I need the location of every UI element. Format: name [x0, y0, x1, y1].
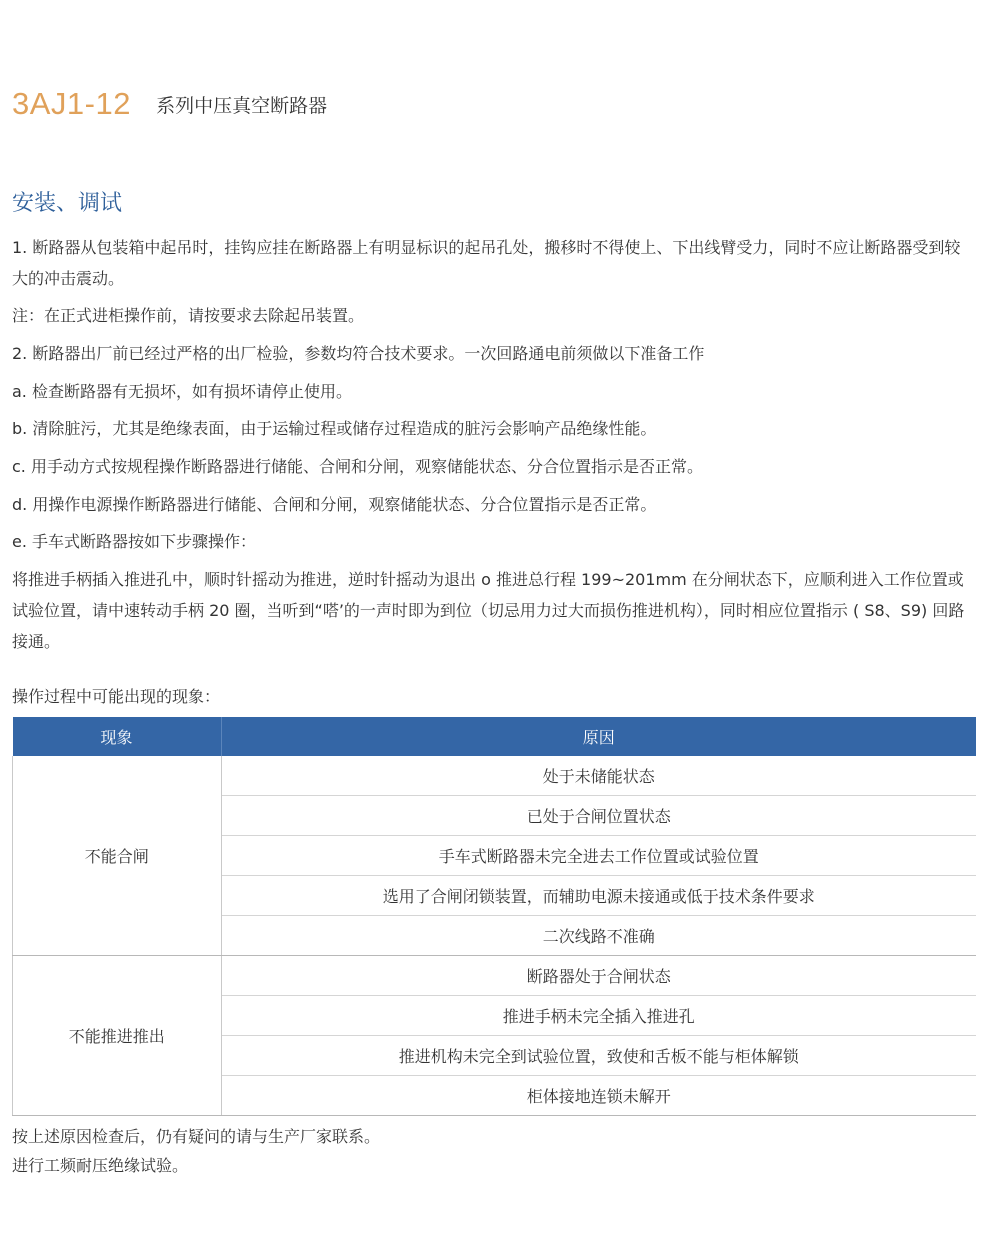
phenomenon-cell: 不能推进推出	[13, 956, 222, 1116]
product-series: 系列中压真空断路器	[156, 94, 328, 117]
section-title: 安装、调试	[12, 191, 123, 216]
paragraph-1: 1. 断路器从包装箱中起吊时，挂钩应挂在断路器上有明显标识的起吊孔处，搬移时不得使上、下出线臂受力，同时不应让断路器受到较大的冲击震动。	[12, 238, 961, 288]
table-header-row	[13, 717, 977, 756]
phenomenon-cell: 不能合闸	[13, 756, 222, 956]
phenomena-table	[12, 717, 976, 1116]
note-paragraph: 注：在正式进柜操作前，请按要求去除起吊装置。	[12, 306, 365, 325]
step-c: c. 用手动方式按规程操作断路器进行储能、合闸和分闸，观察储能状态、分合位置指示是否正常。	[12, 457, 703, 476]
cause-cell: 已处于合闸位置状态	[221, 796, 976, 836]
step-a: a. 检查断路器有无损坏，如有损坏请停止使用。	[12, 382, 352, 401]
cause-cell: 处于未储能状态	[221, 756, 976, 796]
product-model: 3AJ1-12	[12, 86, 131, 121]
cause-cell: 推进机构未完全到试验位置，致使和舌板不能与柜体解锁	[221, 1036, 976, 1076]
table-intro: 操作过程中可能出现的现象：	[12, 687, 221, 706]
cause-cell: 断路器处于合闸状态	[221, 956, 976, 996]
header-cause: 原因	[221, 717, 976, 756]
step-b: b. 清除脏污，尤其是绝缘表面，由于运输过程或储存过程造成的脏污会影响产品绝缘性能。	[12, 419, 657, 438]
cause-cell: 手车式断路器未完全进去工作位置或试验位置	[221, 836, 976, 876]
step-d: d. 用操作电源操作断路器进行储能、合闸和分闸，观察储能状态、分合位置指示是否正常。	[12, 495, 657, 514]
cause-cell: 推进手柄未完全插入推进孔	[221, 996, 976, 1036]
cause-cell: 柜体接地连锁未解开	[221, 1076, 976, 1116]
footer-line-2: 进行工频耐压绝缘试验。	[12, 1156, 189, 1175]
cause-cell: 二次线路不准确	[221, 916, 976, 956]
step-e: e. 手车式断路器按如下步骤操作：	[12, 532, 257, 551]
table-row	[13, 756, 977, 796]
step-e-detail: 将推进手柄插入推进孔中，顺时针摇动为推进，逆时针摇动为退出 o 推进总行程 199~201mm 在分闸状态下，应顺利进入工作位置或试验位置，请中速转动手柄 20 圈，当听到“嗒’的一声时即为到位（切忌用力过大而损伤推进机构），同时相应位置指示 ( S8、S9) 回路接通。	[12, 570, 965, 651]
paragraph-2: 2. 断路器出厂前已经过严格的出厂检验，参数均符合技术要求。一次回路通电前须做以下准备工作	[12, 344, 705, 363]
table-row	[13, 956, 977, 996]
cause-cell: 选用了合闸闭锁装置，而辅助电源未接通或低于技术条件要求	[221, 876, 976, 916]
footer-notes	[12, 1122, 380, 1180]
header-phenomenon: 现象	[13, 717, 222, 756]
product-header	[12, 86, 327, 122]
footer-line-1: 按上述原因检查后，仍有疑问的请与生产厂家联系。	[12, 1127, 381, 1146]
